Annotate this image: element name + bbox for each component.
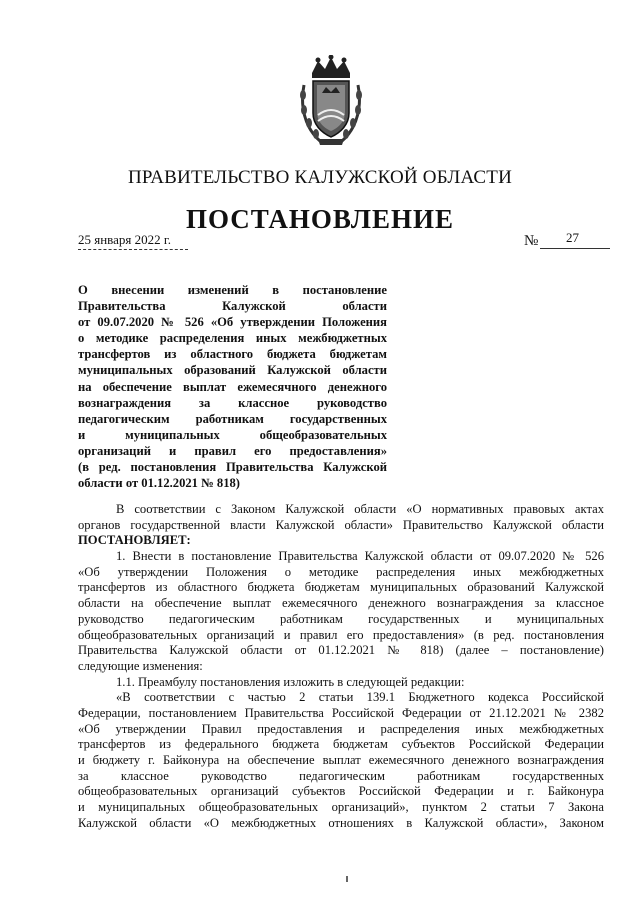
document-number-label: № [524,233,539,249]
document-type-heading: ПОСТАНОВЛЕНИЕ [185,204,455,234]
body-line: В соответствии с Законом Калужской области «О нормативных правовых актах [116,502,604,516]
title-line: О внесении изменений в постановление [78,283,387,297]
number-underline [540,248,610,249]
title-line: от 09.07.2020 № 526 «Об утверждении Положения [78,315,387,330]
body-line: следующие изменения: [78,658,203,673]
title-line: о методике распределения иных межбюджетных [78,331,387,346]
title-line: и муниципальных общеобразовательных [78,427,387,442]
document-title [78,282,387,491]
document-number: 27 [566,230,579,245]
body-line: трансфертов из областного бюджета бюджетам муниципальных образований Калужской [78,580,604,595]
title-line: организаций и правил его предоставления» [78,443,387,458]
title-line: Правительства Калужской области [78,299,387,314]
body-line: Правительства Калужской области от 01.12.2021 № 818) (далее – постановление) [78,643,604,658]
body-line: общеобразовательных организаций и правил его предоставления» (в ред. постановления [78,627,604,642]
body-line: и бюджету г. Байконура на обеспечение выплат ежемесячного денежного вознаграждения [78,753,604,767]
title-line: муниципальных образований Калужской области [78,363,387,378]
body-line: Калужской области «О межбюджетных отношениях в Калужской области», Законом [78,815,604,830]
title-line: области от 01.12.2021 № 818) [78,476,240,491]
title-line: трансфертов из областного бюджета бюджетам [78,347,387,362]
document-date: 25 января 2022 г. [78,232,172,247]
body-line: Федерации, постановлением Правительства Российской Федерации от 21.12.2021 № 2382 [78,705,604,720]
body-line: 1. Внести в постановление Правительства Калужской области от 09.07.2020 № 526 [116,549,604,564]
body-line: за классное руководство педагогическим работникам государственных [78,768,604,783]
title-line: педагогическим работникам государственных [78,411,387,426]
body-line: «Об утверждении Правил предоставления и распределения иных межбюджетных [78,721,604,736]
document-body [78,502,604,831]
coat-of-arms-emblem [298,55,364,147]
body-line: и муниципальных общеобразовательных организаций», пунктом 2 статьи 7 Закона [78,800,604,815]
body-line: общеобразовательных организаций субъектов Российской Федерации и г. Байконура [78,784,604,799]
body-line: руководство педагогическим работникам государственных и муниципальных [78,611,604,626]
body-line: трансфертов из федерального бюджета бюджетам субъектов Российской Федерации [78,737,604,752]
title-line: вознаграждения за классное руководство [78,395,387,410]
resolves-heading: ПОСТАНОВЛЯЕТ: [78,533,191,548]
scan-mark [346,876,348,882]
body-line: «Об утверждении Положения о методике распределения иных межбюджетных [78,564,604,579]
body-line: «В соответствии с частью 2 статьи 139.1 Бюджетного кодекса Российской [116,690,604,705]
body-line: 1.1. Преамбулу постановления изложить в следующей редакции: [116,674,465,689]
organization-name: ПРАВИТЕЛЬСТВО КАЛУЖСКОЙ ОБЛАСТИ [127,167,513,188]
body-line: органов государственной власти Калужской области» Правительство Калужской области [78,517,604,532]
date-underline [78,249,188,250]
title-line: (в ред. постановления Правительства Калужской [78,460,387,475]
title-line: на обеспечение выплат ежемесячного денежного [78,379,387,394]
body-line: области на обеспечение выплат ежемесячного денежного вознаграждения за классное [78,596,604,611]
